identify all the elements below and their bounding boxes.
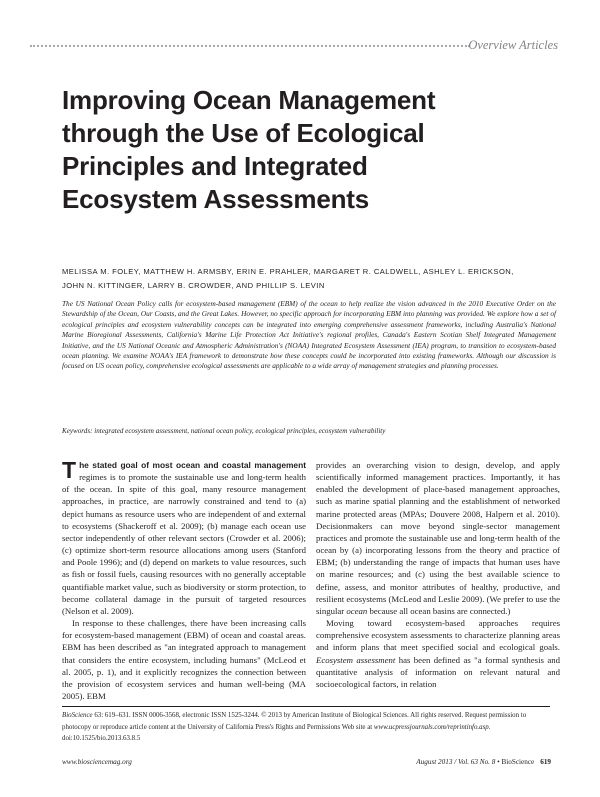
paragraph-text: has been defined as "a formal synthesis and quantitative analysis of information on relevant natural and socioecological factors, in relation (316, 654, 560, 689)
journal-name: BioScience (62, 712, 93, 719)
keywords: Keywords: integrated ecosystem assessment, national ocean policy, ecological principles, ecosystem vulnerability (62, 427, 386, 435)
paragraph-text: regimes is to promote the sustainable use and long-term health of the ocean. In spite of this goal, many resource management approaches, in practice, are narrowly constrained and tend to (a) depict humans as resource users who are independent of and external to ecosystems (Shackeroff et al. 2009); (b) manage each ocean use sector independently of other relevant sectors (Crowder et al. 2006); (c) optimize short-term resource allocations among users (Stanford and Poole 1996); and (d) depend on markets to value resources, such as fish or fossil fuels, causing resources with no generally acceptable quantifiable market value, such as biodiversity or storm protection, to become collateral damage in the pursuit of targeted resources (Nelson et al. 2009). (62, 472, 306, 616)
drop-cap: T (62, 457, 77, 483)
title-line-2: through the Use of Ecological (62, 118, 425, 148)
paragraph (62, 459, 306, 617)
article-title (62, 84, 562, 216)
footer-website[interactable]: www.biosciencemag.org (62, 758, 132, 766)
authors-line-1: MELISSA M. FOLEY, MATTHEW H. ARMSBY, ERIN E. PRAHLER, MARGARET R. CALDWELL, ASHLEY L. ERICKSON, (62, 267, 514, 276)
paragraph-text: because all ocean basins are connected.) (367, 605, 511, 616)
title-line-4: Ecosystem Assessments (62, 184, 370, 214)
page-number: 619 (540, 758, 551, 766)
paragraph (316, 617, 560, 690)
header-rule (30, 45, 470, 47)
emphasis: Ecosystem assessment (316, 654, 396, 665)
lead-in: he stated goal of most ocean and coastal management (79, 460, 306, 470)
abstract: The US National Ocean Policy calls for ecosystem-based management (EBM) of the ocean to help realize the vision advanced in the 2010 Executive Order on the Stewardship of the Ocean, Our Coasts, and the Great Lakes. However, no specific approach for incorporating EBM into planning was provided. We explore how a set of ecological principles and ecosystem vulnerability concepts can be integrated into emerging comprehensive assessment frameworks, including Australia's National Marine Bioregional Assessments, California's Marine Life Protection Act Initiative's regional profiles, Canada's Eastern Scotian Shelf Integrated Management Initiative, and the US National Oceanic and Atmospheric Administration's (NOAA) Integrated Ecosystem Assessment (IEA) program, to transition to ecosystem-based ocean planning. We examine NOAA's IEA framework to demonstrate how these concepts could be incorporated into existing frameworks. Although our discussion is focused on US ocean policy, comprehensive ecological assessments are applicable to a wide array of management strategies and planning processes. (62, 299, 556, 371)
paragraph-text: Moving toward ecosystem-based approaches requires comprehensive ecosystem assessments to characterize planning areas and inform plans that meet specified social and ecological goals. (316, 618, 560, 653)
emphasis: ocean (346, 605, 368, 616)
issue-info: August 2013 / Vol. 63 No. 8 • (416, 758, 500, 766)
title-line-3: Principles and Integrated (62, 151, 368, 181)
footer-issue (416, 758, 551, 766)
title-line-1: Improving Ocean Management (62, 85, 436, 115)
paragraph (316, 459, 560, 617)
paragraph: In response to these challenges, there have been increasing calls for ecosystem-based management (EBM) of ocean and coastal areas. EBM has been described as "an integrated approach to management that considers the entire ecosystem, including humans" (McLeod et al. 2005, p. 1), and it explicitly recognizes the connection between the provision of ecosystem services and human well-being (MA 2005). EBM (62, 618, 306, 701)
permissions-link[interactable]: www.ucpressjournals.com/reprintinfo.asp (373, 723, 489, 731)
body-column-right (316, 459, 560, 690)
footnote-rule (62, 706, 550, 707)
section-label: Overview Articles (468, 38, 558, 52)
doi: . doi:10.1525/bio.2013.63.8.5 (62, 723, 491, 742)
paragraph-text: provides an overarching vision to design, develop, and apply scientifically informed management practices. Importantly, it has enabled the development of place-based management approaches, such as marine spatial planning and the establishment of networked marine protected areas (MPAs; Douvere 2008, Halpern et al. 2010). Decisionmakers can move beyond single-sector management practices and promote the sustainable use and long-term health of the ocean by (a) incorporating lessons from the theory and practice of EBM; (b) understanding the range of impacts that human uses have on marine resources; and (c) using the best available science to define, assess, and monitor attributes of healthy, productive, and resilient ecosystems (McLeod and Leslie 2009). (We prefer to use the singular (316, 460, 560, 616)
footnote-text: 63: 619–631. ISSN 0006-3568, electronic ISSN 1525-3244. © 2013 by American Institute of Biological Sciences. All rights reserved. Request permission to photocopy or reproduce article content at the University of California Press's Rights and Permissions Web site at (62, 712, 527, 731)
citation-footnote (62, 710, 556, 745)
authors-line-2: JOHN N. KITTINGER, LARRY B. CROWDER, AND PHILLIP S. LEVIN (62, 281, 325, 290)
body-column-left (62, 459, 306, 702)
author-list (62, 265, 562, 293)
footer-journal: BioScience (499, 758, 535, 766)
